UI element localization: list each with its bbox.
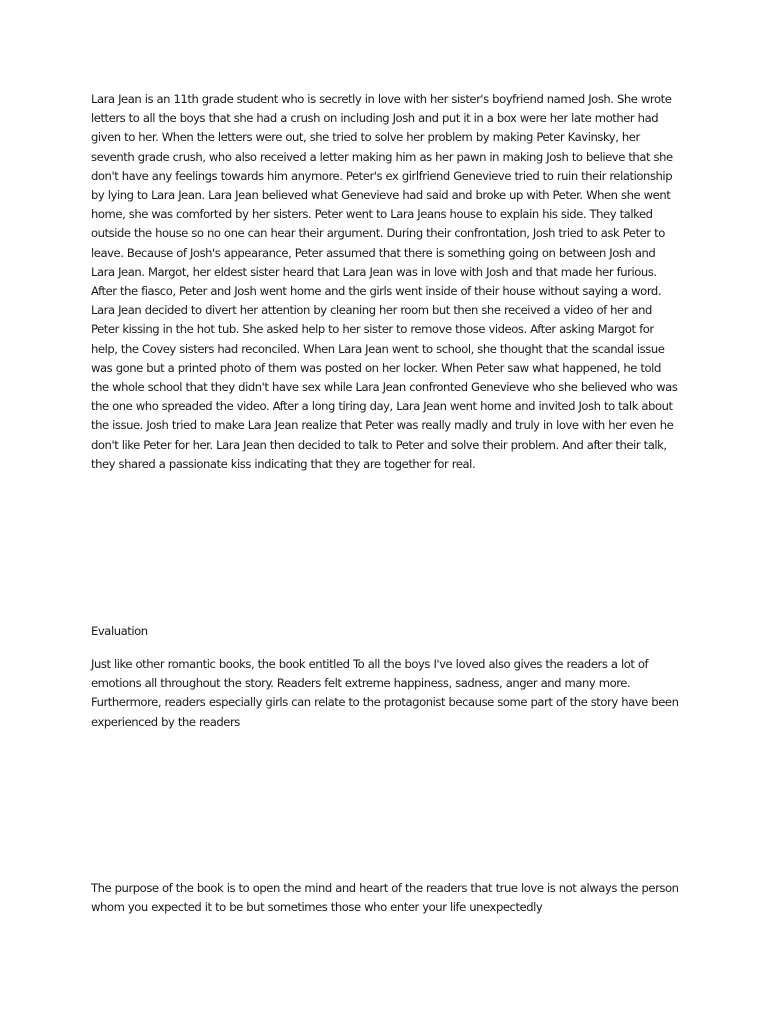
summary-paragraph: Lara Jean is an 11th grade student who is secretly in love with her sister's boyfriend named Josh. She wrote letters to all the boys that she had a crush on including Josh and put it in a box were her late mother had given to her. When the letters were out, she tried to solve her problem by making Peter Kavinsky, her seventh grade crush, who also received a letter making him as her pawn in making Josh to believe that she don't have any feelings towards him anymore. Peter's ex girlfriend Genevieve tried to ruin their relationship by lying to Lara Jean. Lara Jean believed what Genevieve had said and broke up with Peter. When she went home, she was comforted by her sisters. Peter went to Lara Jeans house to explain his side. They talked outside the house so no one can hear their argument. During their confrontation, Josh tried to ask Peter to leave. Because of Josh's appearance, Peter assumed that there is something going on between Josh and Lara Jean. Margot, her eldest sister heard that Lara Jean was in love with Josh and that made her furious. After the fiasco, Peter and Josh went home and the girls went inside of their house without saying a word. Lara Jean decided to divert her attention by cleaning her room but then she received a video of her and Peter kissing in the hot tub. She asked help to her sister to remove those videos. After asking Margot for help, the Covey sisters had reconciled. When Lara Jean went to school, she thought that the scandal issue was gone but a printed photo of them was posted on her locker. When Peter saw what happened, he told the whole school that they didn't have sex while Lara Jean confronted Genevieve who she believed who was the one who spreaded the video. After a long tiring day, Lara Jean went home and invited Josh to talk about the issue. Josh tried to make Lara Jean realize that Peter was really madly and truly in love with her even he don't like Peter for her. Lara Jean then decided to talk to Peter and solve their problem. And after their talk, they shared a passionate kiss indicating that they are together for real. <box>91 92 678 471</box>
purpose-paragraph: The purpose of the book is to open the mind and heart of the readers that true love is not always the person whom you expected it to be but sometimes those who enter your life unexpectedly <box>91 881 679 915</box>
evaluation-heading: Evaluation <box>91 624 148 638</box>
evaluation-paragraph: Just like other romantic books, the book entitled To all the boys I've loved also gives the readers a lot of emotions all throughout the story. Readers felt extreme happiness, sadness, anger and many more. Furthermore, readers especially girls can relate to the protagonist because some part of the story have been experienced by the readers <box>91 657 679 729</box>
